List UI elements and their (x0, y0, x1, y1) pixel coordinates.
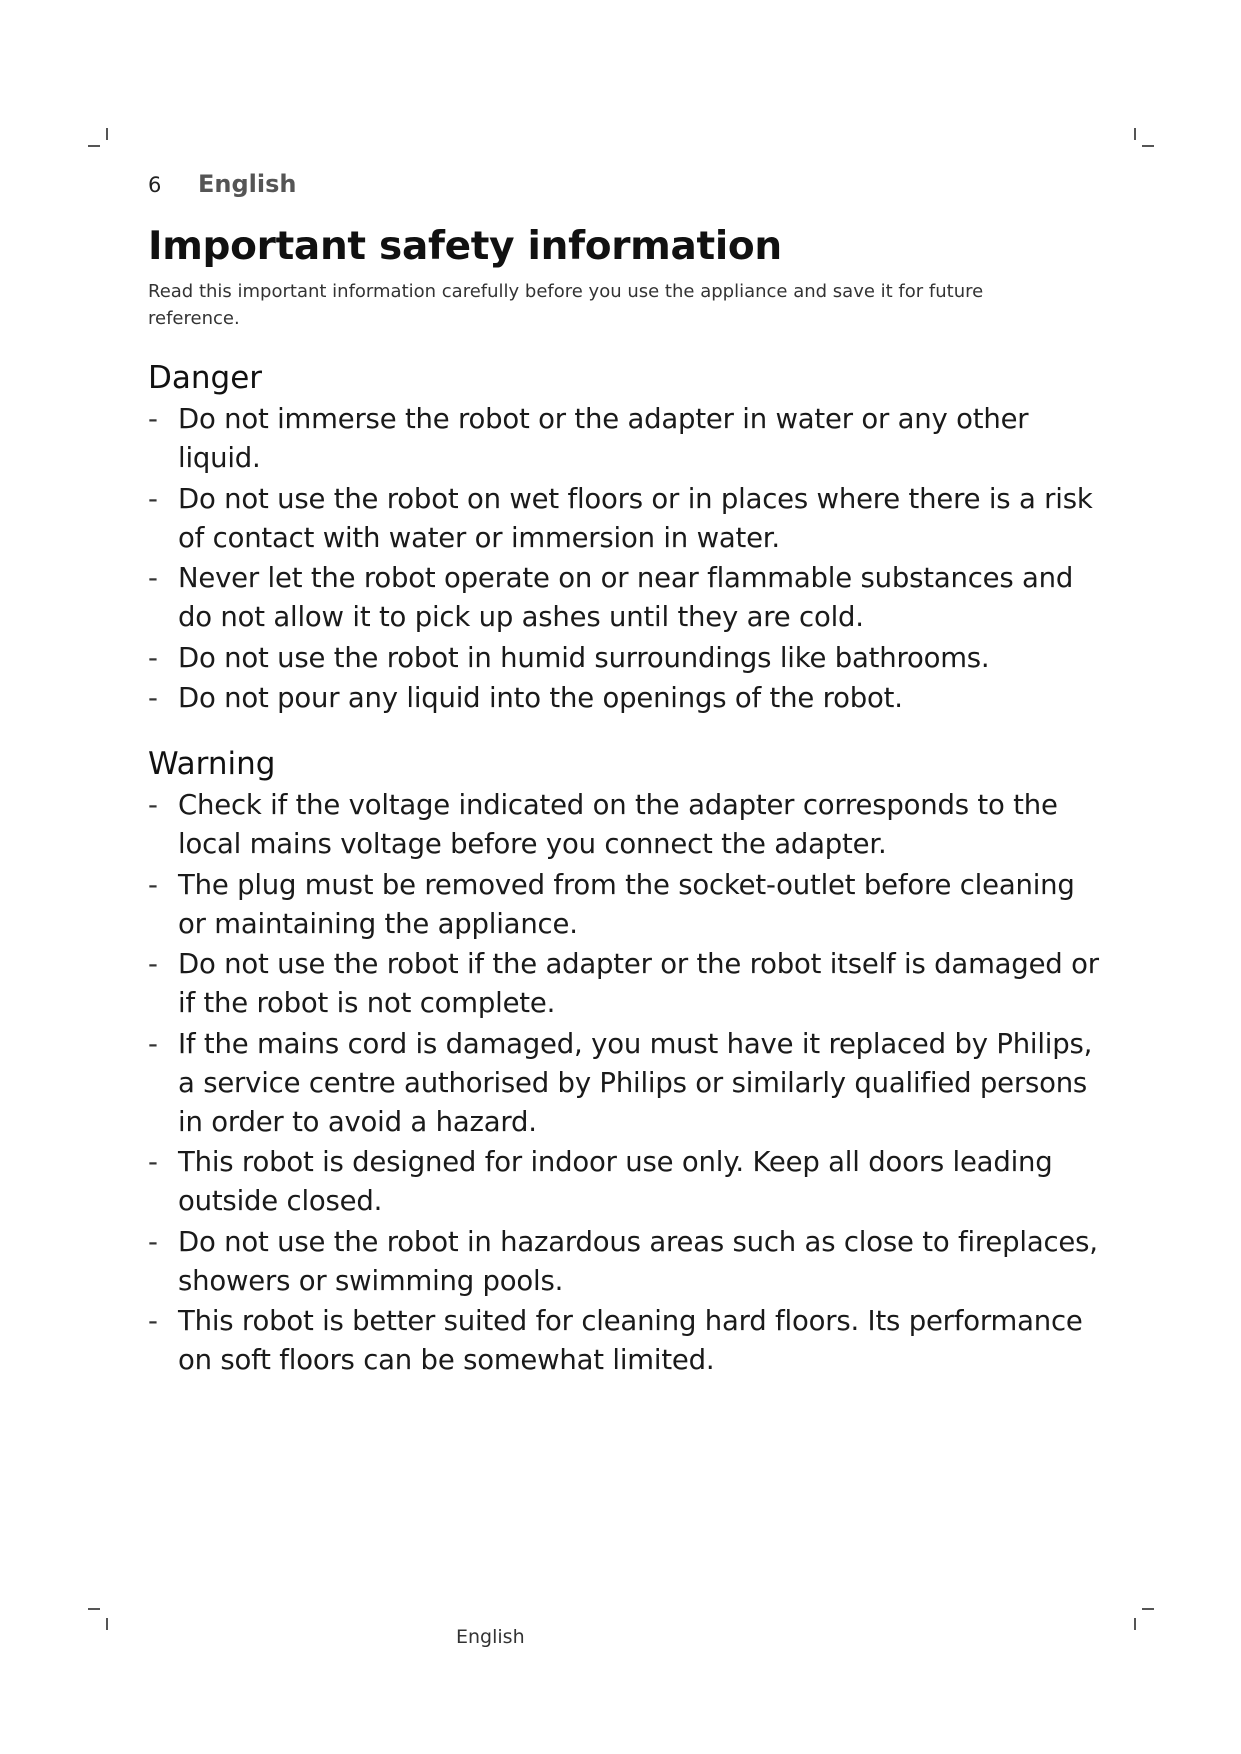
list-marker: - (148, 562, 158, 594)
crop-mark (1134, 1618, 1136, 1630)
intro-text: Read this important information carefully before you use the appliance and save it for future reference. (148, 281, 984, 329)
crop-mark (88, 145, 100, 147)
list-marker: - (148, 789, 158, 821)
list-item: - If the mains cord is damaged, you must have it replaced by Philips, a service centre authorised by Philips or similarly qualified persons in order to avoid a hazard. (148, 1025, 1108, 1142)
danger-heading: Danger (148, 360, 263, 396)
header-language: English (198, 170, 297, 198)
crop-mark (88, 1608, 100, 1610)
list-item: - The plug must be removed from the socket-outlet before cleaning or maintaining the appliance. (148, 866, 1108, 944)
list-marker: - (148, 1027, 158, 1060)
list-item: - Check if the voltage indicated on the adapter corresponds to the local mains voltage before you connect the adapter. (148, 786, 1108, 864)
list-item: - Do not use the robot in hazardous areas such as close to fireplaces, showers or swimming pools. (148, 1223, 1108, 1301)
list-marker: - (148, 403, 158, 435)
list-item: - Do not immerse the robot or the adapter in water or any other liquid. (148, 400, 1108, 478)
list-item: - Do not use the robot in humid surroundings like bathrooms. (148, 639, 1108, 678)
warning-heading: Warning (148, 746, 276, 782)
crop-mark (1142, 1608, 1154, 1610)
crop-mark (1142, 145, 1154, 147)
crop-mark (106, 1618, 108, 1630)
page-title: Important safety information (148, 224, 782, 269)
document-body (148, 222, 1108, 1382)
list-item: - This robot is better suited for cleaning hard floors. Its performance on soft floors can be somewhat limited. (148, 1302, 1108, 1380)
danger-list (148, 400, 1108, 718)
list-marker: - (148, 1146, 158, 1178)
list-marker: - (148, 868, 158, 901)
list-item: - Do not use the robot on wet floors or in places where there is a risk of contact with water or immersion in water. (148, 480, 1108, 558)
list-marker: - (148, 682, 158, 714)
warning-list (148, 786, 1108, 1380)
danger-section (148, 358, 1108, 718)
crop-mark (1134, 128, 1136, 140)
list-item: - Do not pour any liquid into the openings of the robot. (148, 679, 1108, 718)
list-marker: - (148, 482, 158, 515)
warning-section (148, 744, 1108, 1380)
list-item: - Never let the robot operate on or near flammable substances and do not allow it to pick up ashes until they are cold. (148, 559, 1108, 637)
list-marker: - (148, 948, 158, 980)
list-marker: - (148, 641, 158, 674)
page-header (148, 170, 296, 198)
list-item: - This robot is designed for indoor use only. Keep all doors leading outside closed. (148, 1143, 1108, 1221)
page-footer: English (456, 1626, 525, 1648)
page-number: 6 (148, 173, 162, 197)
list-marker: - (148, 1225, 158, 1258)
list-marker: - (148, 1305, 158, 1337)
crop-mark (106, 128, 108, 140)
list-item: - Do not use the robot if the adapter or the robot itself is damaged or if the robot is not complete. (148, 945, 1108, 1023)
